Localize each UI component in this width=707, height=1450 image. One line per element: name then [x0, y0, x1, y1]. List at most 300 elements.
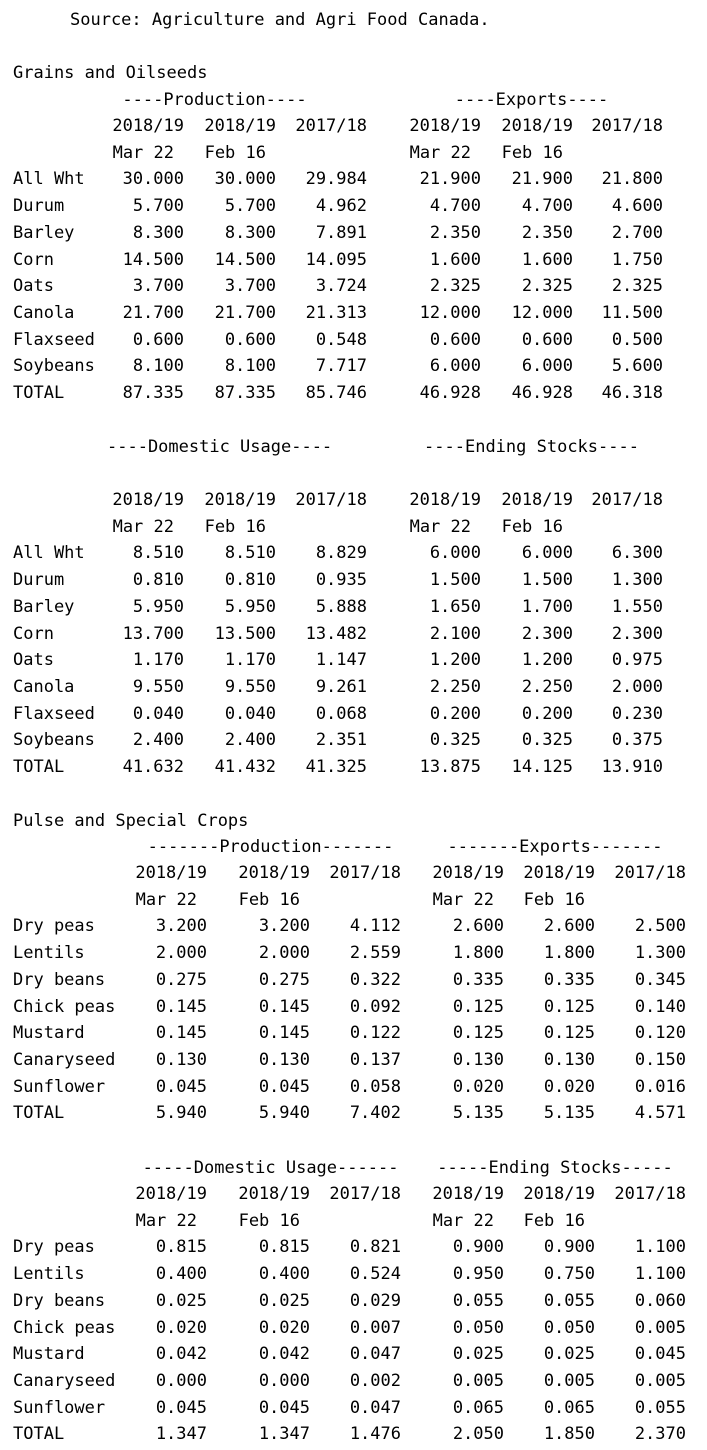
grains-lower-dates-row	[0, 514, 707, 540]
column-date: Mar 22	[112, 142, 174, 163]
row-value: 0.810	[132, 570, 184, 591]
row-value: 1.850	[543, 1424, 595, 1445]
row-label: TOTAL	[13, 757, 65, 777]
row-label: Oats	[13, 650, 54, 671]
row-value: 0.130	[543, 1049, 595, 1070]
row-value: 0.900	[543, 1237, 595, 1258]
table-row	[0, 701, 707, 727]
row-value: 0.815	[155, 1237, 207, 1258]
table-row	[0, 300, 707, 326]
row-value: 0.345	[634, 969, 686, 990]
row-value: 1.700	[521, 596, 573, 617]
left-group-header: -------Production-------	[147, 837, 394, 857]
row-value: 0.005	[543, 1370, 595, 1391]
section-title: Pulse and Special Crops	[13, 811, 249, 831]
row-value: 2.100	[429, 623, 481, 644]
row-value: 0.548	[315, 329, 367, 350]
row-value: 3.700	[224, 276, 276, 297]
row-value: 6.300	[611, 543, 663, 564]
row-value: 0.020	[155, 1317, 207, 1338]
row-value: 5.600	[611, 356, 663, 377]
row-value: 0.025	[155, 1290, 207, 1311]
pulse-upper-dates-row	[0, 887, 707, 913]
row-value: 0.125	[543, 1023, 595, 1044]
row-value: 2.350	[521, 222, 573, 243]
row-value: 2.400	[132, 730, 184, 751]
row-label: Durum	[13, 570, 65, 591]
row-value: 2.370	[634, 1424, 686, 1445]
row-value: 41.432	[214, 757, 276, 777]
column-year: 2017/18	[614, 1184, 686, 1204]
table-row	[0, 1368, 707, 1394]
row-value: 0.025	[452, 1344, 504, 1365]
row-value: 7.717	[315, 356, 367, 377]
row-value: 2.300	[611, 623, 663, 644]
row-value: 21.800	[601, 169, 663, 190]
row-value: 8.100	[132, 356, 184, 377]
row-value: 0.335	[543, 969, 595, 990]
row-value: 1.750	[611, 249, 663, 270]
table-row	[0, 273, 707, 299]
row-value: 1.300	[634, 943, 686, 964]
row-value: 5.950	[224, 596, 276, 617]
column-year: 2018/19	[135, 863, 207, 883]
row-value: 41.632	[122, 757, 184, 777]
row-value: 85.746	[305, 383, 367, 403]
row-value: 1.100	[634, 1237, 686, 1258]
row-value: 0.002	[349, 1370, 401, 1391]
row-value: 8.100	[224, 356, 276, 377]
row-label: Sunflower	[13, 1076, 106, 1097]
pulse-section-title	[0, 808, 707, 834]
grains-upper-dates-row	[0, 140, 707, 166]
row-value: 0.047	[349, 1344, 401, 1365]
row-label: Sunflower	[13, 1397, 106, 1418]
row-value: 1.147	[315, 650, 367, 671]
row-label: Dry peas	[13, 916, 95, 937]
table-row	[0, 967, 707, 993]
table-row	[0, 220, 707, 246]
row-label: Dry peas	[13, 1237, 95, 1258]
row-value: 0.055	[634, 1397, 686, 1418]
column-year: 2018/19	[523, 1184, 595, 1204]
row-value: 8.510	[132, 543, 184, 564]
row-value: 2.250	[429, 676, 481, 697]
row-label: All Wht	[13, 543, 85, 564]
row-value: 1.600	[429, 249, 481, 270]
row-value: 5.940	[155, 1103, 207, 1124]
row-label: Lentils	[13, 943, 85, 964]
pulse-lower-years-row	[0, 1181, 707, 1207]
row-value: 0.125	[452, 996, 504, 1017]
section-title: Grains and Oilseeds	[13, 63, 208, 83]
column-date: Mar 22	[409, 142, 471, 163]
row-value: 46.928	[419, 383, 481, 403]
row-value: 2.050	[452, 1424, 504, 1445]
row-value: 0.810	[224, 570, 276, 591]
row-value: 21.900	[511, 169, 573, 190]
right-group-header: -----Ending Stocks-----	[437, 1158, 673, 1178]
row-value: 0.047	[349, 1397, 401, 1418]
row-value: 0.325	[521, 730, 573, 751]
source-text: Source: Agriculture and Agri Food Canada.	[70, 10, 490, 30]
row-value: 0.005	[634, 1317, 686, 1338]
row-label: Chick peas	[13, 996, 116, 1017]
row-value: 0.016	[634, 1076, 686, 1097]
pulse-upper-group-header	[0, 834, 707, 860]
row-value: 9.261	[315, 676, 367, 697]
row-value: 0.975	[611, 650, 663, 671]
row-value: 14.095	[305, 249, 367, 270]
column-year: 2018/19	[409, 116, 481, 136]
column-date: Feb 16	[238, 889, 300, 910]
row-value: 4.962	[315, 196, 367, 217]
row-value: 1.200	[521, 650, 573, 671]
row-value: 0.005	[634, 1370, 686, 1391]
row-value: 2.325	[611, 276, 663, 297]
row-value: 21.700	[122, 302, 184, 323]
row-value: 1.600	[521, 249, 573, 270]
table-row	[0, 193, 707, 219]
table-row	[0, 594, 707, 620]
row-label: Mustard	[13, 1344, 85, 1365]
right-group-header: -------Exports-------	[447, 837, 663, 857]
row-value: 5.950	[132, 596, 184, 617]
row-label: Durum	[13, 196, 65, 217]
row-value: 5.135	[452, 1103, 504, 1124]
row-value: 41.325	[305, 757, 367, 777]
row-value: 0.600	[521, 329, 573, 350]
row-label: Barley	[13, 222, 75, 243]
row-value: 0.322	[349, 969, 401, 990]
row-value: 4.700	[429, 196, 481, 217]
table-row	[0, 247, 707, 273]
row-value: 0.040	[224, 703, 276, 724]
row-value: 1.500	[521, 570, 573, 591]
table-row	[0, 353, 707, 379]
row-label: Corn	[13, 623, 54, 644]
row-value: 14.500	[122, 249, 184, 270]
row-value: 46.318	[601, 383, 663, 403]
column-year: 2017/18	[591, 116, 663, 136]
table-row	[0, 1315, 707, 1341]
row-label: TOTAL	[13, 383, 65, 403]
column-year: 2017/18	[614, 863, 686, 883]
row-value: 0.120	[634, 1023, 686, 1044]
row-value: 5.888	[315, 596, 367, 617]
column-year: 2018/19	[409, 490, 481, 510]
row-value: 0.029	[349, 1290, 401, 1311]
row-value: 0.025	[543, 1344, 595, 1365]
column-year: 2018/19	[204, 490, 276, 510]
row-value: 0.045	[155, 1397, 207, 1418]
column-year: 2018/19	[112, 490, 184, 510]
row-value: 0.050	[543, 1317, 595, 1338]
column-date: Feb 16	[204, 142, 266, 163]
row-value: 3.724	[315, 276, 367, 297]
row-value: 3.700	[132, 276, 184, 297]
row-value: 0.935	[315, 570, 367, 591]
column-year: 2017/18	[591, 490, 663, 510]
row-value: 0.524	[349, 1264, 401, 1285]
row-value: 1.476	[349, 1424, 401, 1445]
row-value: 12.000	[511, 302, 573, 323]
table-row	[0, 1395, 707, 1421]
row-value: 0.068	[315, 703, 367, 724]
table-row	[0, 994, 707, 1020]
row-label: Flaxseed	[13, 329, 95, 350]
column-date: Mar 22	[135, 889, 197, 910]
row-value: 30.000	[214, 169, 276, 190]
row-value: 87.335	[214, 383, 276, 403]
table-row	[0, 380, 707, 406]
row-value: 0.200	[429, 703, 481, 724]
table-row	[0, 674, 707, 700]
row-value: 0.900	[452, 1237, 504, 1258]
row-label: Barley	[13, 596, 75, 617]
row-value: 30.000	[122, 169, 184, 190]
row-value: 2.559	[349, 943, 401, 964]
row-value: 4.600	[611, 196, 663, 217]
row-value: 0.060	[634, 1290, 686, 1311]
row-value: 0.130	[452, 1049, 504, 1070]
row-value: 1.347	[258, 1424, 310, 1445]
row-value: 2.700	[611, 222, 663, 243]
table-row	[0, 1020, 707, 1046]
row-value: 2.325	[521, 276, 573, 297]
row-value: 29.984	[305, 169, 367, 190]
row-value: 11.500	[601, 302, 663, 323]
column-year: 2017/18	[329, 1184, 401, 1204]
row-value: 8.510	[224, 543, 276, 564]
row-value: 5.940	[258, 1103, 310, 1124]
row-value: 6.000	[521, 543, 573, 564]
row-value: 0.750	[543, 1264, 595, 1285]
row-value: 13.875	[419, 757, 481, 777]
right-group-header: ----Exports----	[454, 90, 609, 110]
column-date: Mar 22	[432, 1210, 494, 1231]
row-value: 5.135	[543, 1103, 595, 1124]
row-value: 0.145	[258, 1023, 310, 1044]
grains-lower-years-row	[0, 487, 707, 513]
row-value: 2.000	[611, 676, 663, 697]
table-row	[0, 1261, 707, 1287]
row-value: 0.145	[258, 996, 310, 1017]
row-value: 0.045	[258, 1076, 310, 1097]
row-value: 14.500	[214, 249, 276, 270]
row-value: 2.600	[543, 916, 595, 937]
row-value: 1.200	[429, 650, 481, 671]
row-label: TOTAL	[13, 1103, 65, 1124]
row-value: 3.200	[258, 916, 310, 937]
column-year: 2018/19	[112, 116, 184, 136]
table-row	[0, 727, 707, 753]
row-value: 1.347	[155, 1424, 207, 1445]
row-value: 0.020	[543, 1076, 595, 1097]
row-value: 0.020	[452, 1076, 504, 1097]
row-value: 0.042	[155, 1344, 207, 1365]
row-value: 0.375	[611, 730, 663, 751]
row-value: 0.500	[611, 329, 663, 350]
row-value: 0.007	[349, 1317, 401, 1338]
column-year: 2018/19	[501, 116, 573, 136]
row-value: 0.230	[611, 703, 663, 724]
column-year: 2018/19	[523, 863, 595, 883]
column-date: Feb 16	[501, 142, 563, 163]
row-value: 0.137	[349, 1049, 401, 1070]
row-value: 87.335	[122, 383, 184, 403]
row-value: 2.351	[315, 730, 367, 751]
table-row	[0, 567, 707, 593]
table-row	[0, 621, 707, 647]
row-value: 13.500	[214, 623, 276, 644]
table-row	[0, 1421, 707, 1447]
row-value: 0.950	[452, 1264, 504, 1285]
row-value: 1.650	[429, 596, 481, 617]
row-label: Mustard	[13, 1023, 85, 1044]
left-group-header: -----Domestic Usage------	[142, 1158, 399, 1178]
row-value: 0.045	[155, 1076, 207, 1097]
row-value: 1.800	[452, 943, 504, 964]
row-label: Soybeans	[13, 730, 95, 751]
column-year: 2018/19	[432, 1184, 504, 1204]
table-row	[0, 754, 707, 780]
column-date: Mar 22	[135, 1210, 197, 1231]
row-value: 0.020	[258, 1317, 310, 1338]
row-value: 2.325	[429, 276, 481, 297]
table-row	[0, 540, 707, 566]
row-value: 0.045	[258, 1397, 310, 1418]
row-value: 1.100	[634, 1264, 686, 1285]
column-date: Feb 16	[238, 1210, 300, 1231]
row-value: 6.000	[521, 356, 573, 377]
row-value: 1.800	[543, 943, 595, 964]
column-date: Mar 22	[432, 889, 494, 910]
row-value: 0.125	[452, 1023, 504, 1044]
row-label: Canaryseed	[13, 1049, 116, 1070]
row-value: 0.122	[349, 1023, 401, 1044]
row-label: Flaxseed	[13, 703, 95, 724]
row-value: 0.145	[155, 996, 207, 1017]
row-value: 0.140	[634, 996, 686, 1017]
row-value: 0.042	[258, 1344, 310, 1365]
row-label: All Wht	[13, 169, 85, 190]
row-value: 0.600	[429, 329, 481, 350]
row-value: 0.145	[155, 1023, 207, 1044]
row-value: 0.821	[349, 1237, 401, 1258]
row-value: 0.600	[132, 329, 184, 350]
table-row	[0, 1341, 707, 1367]
row-value: 46.928	[511, 383, 573, 403]
row-value: 1.550	[611, 596, 663, 617]
row-label: Canola	[13, 302, 75, 323]
row-value: 21.700	[214, 302, 276, 323]
row-value: 0.055	[543, 1290, 595, 1311]
pulse-upper-years-row	[0, 860, 707, 886]
row-value: 9.550	[224, 676, 276, 697]
row-value: 12.000	[419, 302, 481, 323]
row-value: 0.055	[452, 1290, 504, 1311]
row-value: 4.571	[634, 1103, 686, 1124]
row-value: 0.050	[452, 1317, 504, 1338]
column-date: Feb 16	[523, 889, 585, 910]
row-label: Dry beans	[13, 1290, 106, 1311]
row-value: 0.058	[349, 1076, 401, 1097]
row-label: Oats	[13, 276, 54, 297]
row-value: 0.092	[349, 996, 401, 1017]
row-value: 0.400	[155, 1264, 207, 1285]
row-value: 0.815	[258, 1237, 310, 1258]
row-value: 0.000	[258, 1370, 310, 1391]
row-value: 1.300	[611, 570, 663, 591]
column-year: 2018/19	[432, 863, 504, 883]
grains-section-title	[0, 60, 707, 86]
row-value: 4.700	[521, 196, 573, 217]
row-value: 21.900	[419, 169, 481, 190]
row-value: 1.170	[224, 650, 276, 671]
row-value: 2.400	[224, 730, 276, 751]
row-label: Corn	[13, 249, 54, 270]
row-label: Soybeans	[13, 356, 95, 377]
column-date: Mar 22	[409, 516, 471, 537]
row-value: 0.400	[258, 1264, 310, 1285]
row-value: 0.125	[543, 996, 595, 1017]
table-row	[0, 940, 707, 966]
row-value: 2.250	[521, 676, 573, 697]
table-row	[0, 647, 707, 673]
row-value: 0.325	[429, 730, 481, 751]
row-value: 0.065	[543, 1397, 595, 1418]
row-label: Dry beans	[13, 969, 106, 990]
row-value: 0.600	[224, 329, 276, 350]
row-value: 0.335	[452, 969, 504, 990]
column-date: Feb 16	[501, 516, 563, 537]
row-value: 0.130	[258, 1049, 310, 1070]
row-label: Lentils	[13, 1264, 85, 1285]
row-value: 13.482	[305, 623, 367, 644]
column-year: 2018/19	[135, 1184, 207, 1204]
row-value: 0.200	[521, 703, 573, 724]
left-group-header: ----Production----	[122, 90, 307, 110]
table-row	[0, 1100, 707, 1126]
row-value: 1.170	[132, 650, 184, 671]
table-row	[0, 327, 707, 353]
row-value: 8.300	[132, 222, 184, 243]
row-value: 7.402	[349, 1103, 401, 1124]
row-value: 2.000	[155, 943, 207, 964]
table-row	[0, 1074, 707, 1100]
row-value: 13.700	[122, 623, 184, 644]
table-row	[0, 913, 707, 939]
row-value: 0.005	[452, 1370, 504, 1391]
column-year: 2017/18	[295, 116, 367, 136]
row-value: 2.000	[258, 943, 310, 964]
row-value: 5.700	[132, 196, 184, 217]
row-value: 0.040	[132, 703, 184, 724]
row-value: 6.000	[429, 356, 481, 377]
row-value: 7.891	[315, 222, 367, 243]
row-value: 0.045	[634, 1344, 686, 1365]
row-value: 2.500	[634, 916, 686, 937]
row-label: Canola	[13, 676, 75, 697]
row-value: 9.550	[132, 676, 184, 697]
row-value: 0.000	[155, 1370, 207, 1391]
row-label: Chick peas	[13, 1317, 116, 1338]
row-value: 21.313	[305, 302, 367, 323]
row-value: 0.025	[258, 1290, 310, 1311]
row-value: 0.150	[634, 1049, 686, 1070]
row-label: Canaryseed	[13, 1370, 116, 1391]
